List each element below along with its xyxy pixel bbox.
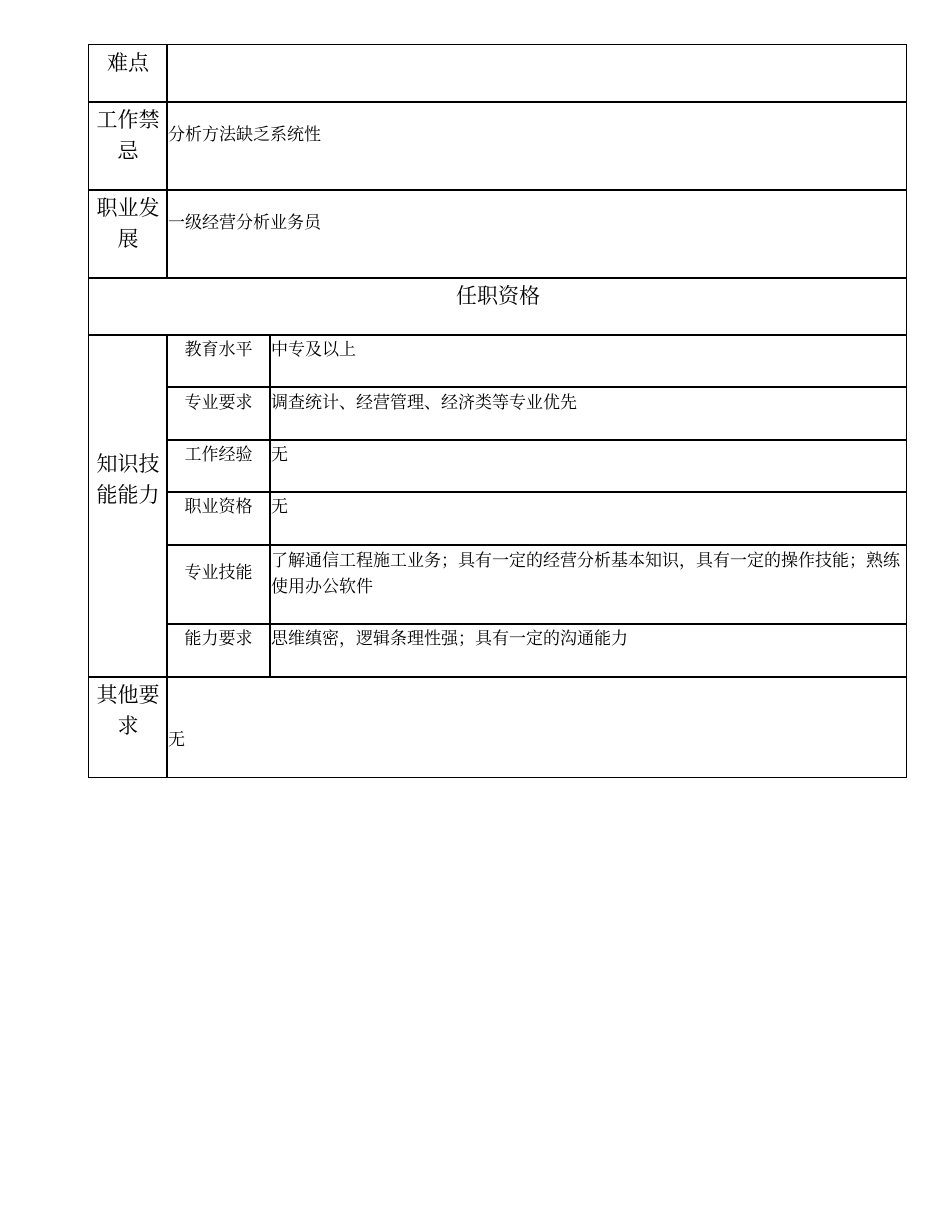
career-label: 职业发展 [96, 196, 160, 251]
difficulty-label: 难点 [107, 51, 149, 75]
row-divider [89, 334, 907, 336]
subrow-divider [167, 491, 907, 493]
qualification-header: 任职资格 [456, 284, 540, 308]
major-value: 调查统计、经营管理、经济类等专业优先 [271, 393, 577, 413]
subrow-divider [167, 386, 907, 388]
subrow-divider [167, 544, 907, 546]
row-divider [89, 189, 907, 191]
taboo-label: 工作禁忌 [96, 108, 160, 163]
ability-value: 思维缜密，逻辑条理性强；具有一定的沟通能力 [271, 629, 628, 649]
subrow-divider [167, 439, 907, 441]
experience-label: 工作经验 [184, 445, 253, 465]
row-divider [89, 277, 907, 279]
education-label: 教育水平 [184, 340, 253, 360]
skills-value: 了解通信工程施工业务；具有一定的经营分析基本知识，具有一定的操作技能；熟练使用办公软件 [271, 551, 900, 597]
subrow-divider [167, 623, 907, 625]
job-qualification-table [88, 44, 907, 778]
education-value: 中专及以上 [271, 340, 356, 360]
career-value: 一级经营分析业务员 [168, 213, 321, 233]
ability-label: 能力要求 [184, 629, 253, 649]
knowledge-group-label: 知识技能能力 [96, 452, 160, 507]
taboo-value: 分析方法缺乏系统性 [168, 125, 321, 145]
major-label: 专业要求 [184, 393, 253, 413]
other-value: 无 [168, 730, 185, 750]
skills-label: 专业技能 [184, 563, 253, 583]
experience-value: 无 [271, 445, 288, 465]
certification-label: 职业资格 [184, 497, 253, 517]
row-divider [89, 676, 907, 678]
row-divider [89, 101, 907, 103]
certification-value: 无 [271, 497, 288, 517]
other-label: 其他要求 [96, 683, 160, 738]
